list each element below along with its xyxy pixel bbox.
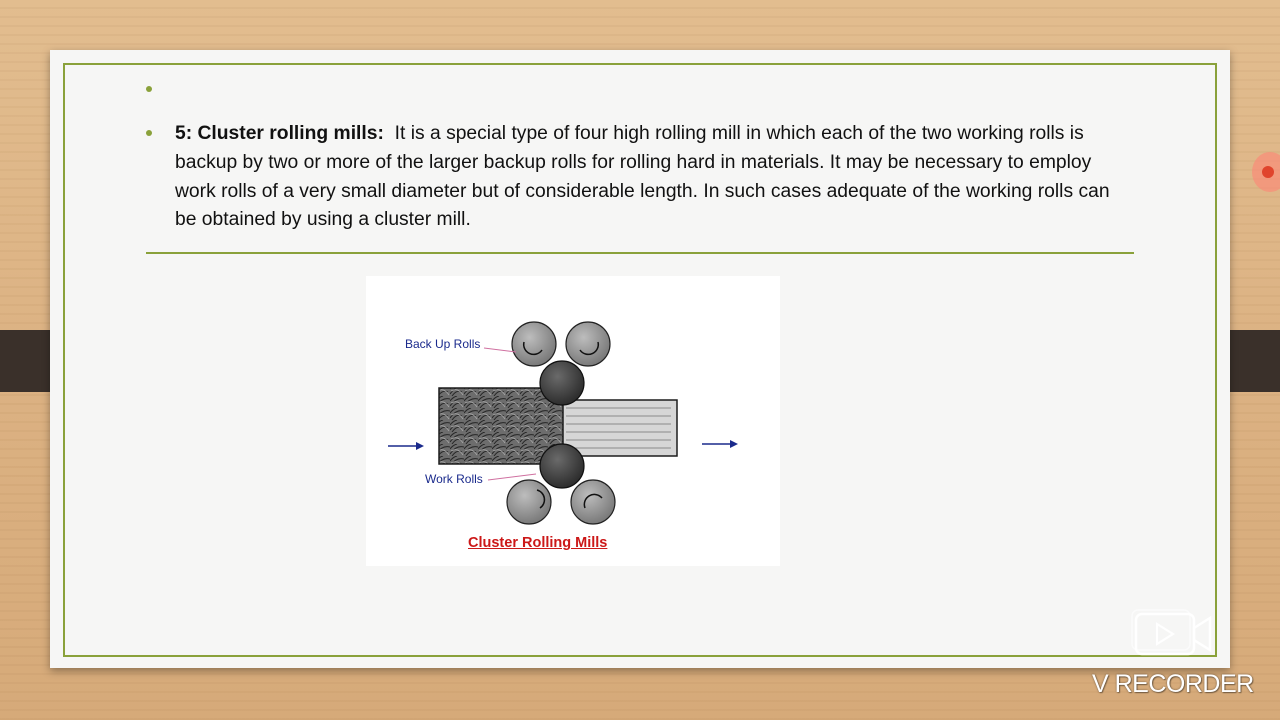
- recorder-watermark: V RECORDER: [1092, 670, 1254, 698]
- outlet-arrow: [702, 440, 738, 448]
- work-roll-top: [540, 361, 584, 405]
- cluster-rolling-mill-diagram: [366, 276, 780, 566]
- backup-rolls-label: Back Up Rolls: [405, 337, 481, 351]
- slide: [50, 50, 1230, 668]
- backup-roll-top-left: [512, 322, 556, 366]
- divider-line: [146, 252, 1134, 254]
- cluster-mill-illustration: [366, 276, 780, 566]
- work-rolls-label: Work Rolls: [425, 472, 483, 486]
- record-indicator[interactable]: [1252, 152, 1280, 192]
- bullet: [146, 130, 152, 136]
- backup-roll-bottom-right: [571, 480, 615, 524]
- cluster-mills-heading: 5: Cluster rolling mills:: [175, 123, 384, 144]
- cluster-mills-description: It is a special type of four high rolling mill in which each of the two working rolls is backup by two or more of the larger backup rolls for rolling hard in materials. It may be necessary to employ work rolls of a very small diameter but of considerable length. In such cases adequate of the working rolls can be obtained by using a cluster mill.: [175, 123, 1110, 231]
- figure-caption: Cluster Rolling Mills: [468, 535, 608, 551]
- video-recorder-icon: [1130, 606, 1216, 660]
- bullet-paragraph: [175, 120, 1135, 235]
- inlet-arrow: [388, 442, 424, 450]
- backup-roll-top-right: [566, 322, 610, 366]
- work-roll-bottom: [540, 444, 584, 488]
- empty-bullet: [146, 86, 152, 92]
